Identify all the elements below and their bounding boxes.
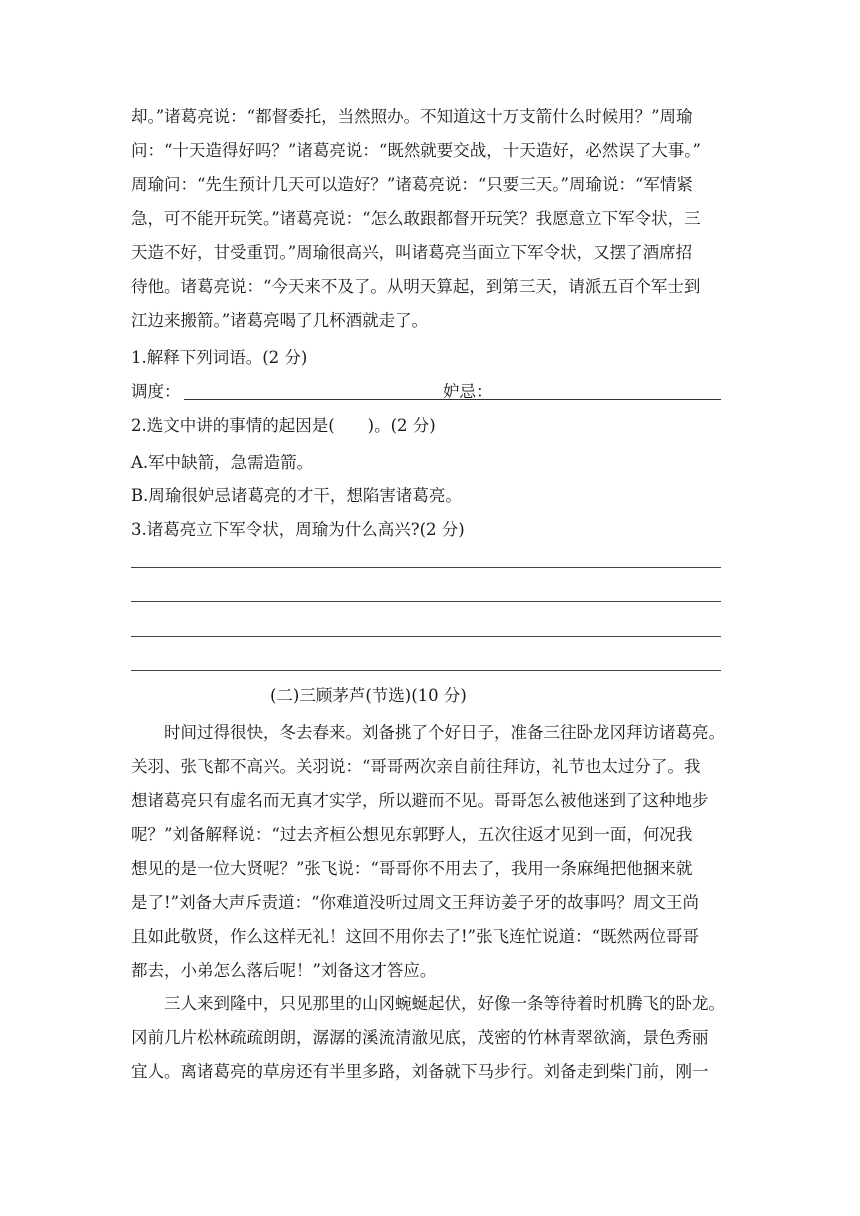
answer-line[interactable] xyxy=(131,636,721,637)
section-2-paragraph-2 xyxy=(131,987,731,1089)
passage-1 xyxy=(131,100,731,338)
passage-line: 且如此敬贤，作么这样无礼！这回不用你去了!”张飞连忙说道：“既然两位哥哥 xyxy=(131,927,700,946)
answer-blank-duji[interactable] xyxy=(496,399,721,400)
passage-line: 急，可不能开玩笑。”诸葛亮说：“怎么敢跟都督开玩笑？我愿意立下军令状，三 xyxy=(131,209,701,228)
question-1: 1.解释下列词语。(2 分) xyxy=(131,348,308,367)
answer-line[interactable] xyxy=(131,670,721,671)
passage-line: 时间过得很快，冬去春来。刘备挑了个好日子，准备三往卧龙冈拜访诸葛亮。 xyxy=(131,723,725,742)
question-2-option-a: A.军中缺箭，急需造箭。 xyxy=(131,453,314,472)
term-label-duji: 妒忌： xyxy=(443,382,493,401)
question-3: 3.诸葛亮立下军令状，周瑜为什么高兴?(2 分) xyxy=(131,520,465,539)
passage-line: 想诸葛亮只有虚名而无真才实学，所以避而不见。哥哥怎么被他迷到了这种地步 xyxy=(131,791,709,810)
passage-line: 天造不好，甘受重罚。”周瑜很高兴，叫诸葛亮当面立下军令状，又摆了酒席招 xyxy=(131,243,693,262)
passage-line: 待他。诸葛亮说：“今天来不及了。从明天算起，到第三天，请派五百个军士到 xyxy=(131,277,701,296)
passage-line: 呢？”刘备解释说：“过去齐桓公想见东郭野人，五次往返才见到一面，何况我 xyxy=(131,825,693,844)
section-2-title: (二)三顾茅芦(节选)(10 分) xyxy=(270,686,467,705)
question-2: 2.选文中讲的事情的起因是( )。(2 分) xyxy=(131,416,436,435)
passage-line: 是了!”刘备大声斥责道：“你难道没听过周文王拜访姜子牙的故事吗？周文王尚 xyxy=(131,893,700,912)
answer-line[interactable] xyxy=(131,601,721,602)
passage-line: 冈前几片松林疏疏朗朗，潺潺的溪流清澈见底，茂密的竹林青翠欲滴，景色秀丽 xyxy=(131,1028,709,1047)
question-1-fill-row xyxy=(131,380,731,404)
passage-line: 想见的是一位大贤呢？”张飞说：“哥哥你不用去了，我用一条麻绳把他捆来就 xyxy=(131,859,693,878)
term-label-diaodu: 调度： xyxy=(131,382,181,401)
passage-line: 周瑜问：“先生预计几天可以造好？”诸葛亮说：“只要三天。”周瑜说：“军情紧 xyxy=(131,175,693,194)
answer-line[interactable] xyxy=(131,567,721,568)
passage-line: 三人来到隆中，只见那里的山冈蜿蜒起伏，好像一条等待着时机腾飞的卧龙。 xyxy=(131,994,725,1013)
passage-line: 宜人。离诸葛亮的草房还有半里多路，刘备就下马步行。刘备走到柴门前，刚一 xyxy=(131,1062,709,1081)
passage-line: 都去，小弟怎么落后呢！”刘备这才答应。 xyxy=(131,961,437,980)
passage-line: 关羽、张飞都不高兴。关羽说：“哥哥两次亲自前往拜访，礼节也太过分了。我 xyxy=(131,757,701,776)
question-2-option-b: B.周瑜很妒忌诸葛亮的才干，想陷害诸葛亮。 xyxy=(131,486,462,505)
section-2-paragraph-1 xyxy=(131,716,731,988)
passage-line: 却。”诸葛亮说：“都督委托，当然照办。不知道这十万支箭什么时候用？”周瑜 xyxy=(131,107,693,126)
passage-line: 问：“十天造得好吗？”诸葛亮说：“既然就要交战，十天造好，必然误了大事。” xyxy=(131,141,701,160)
passage-line: 江边来搬箭。”诸葛亮喝了几杯酒就走了。 xyxy=(131,311,429,330)
